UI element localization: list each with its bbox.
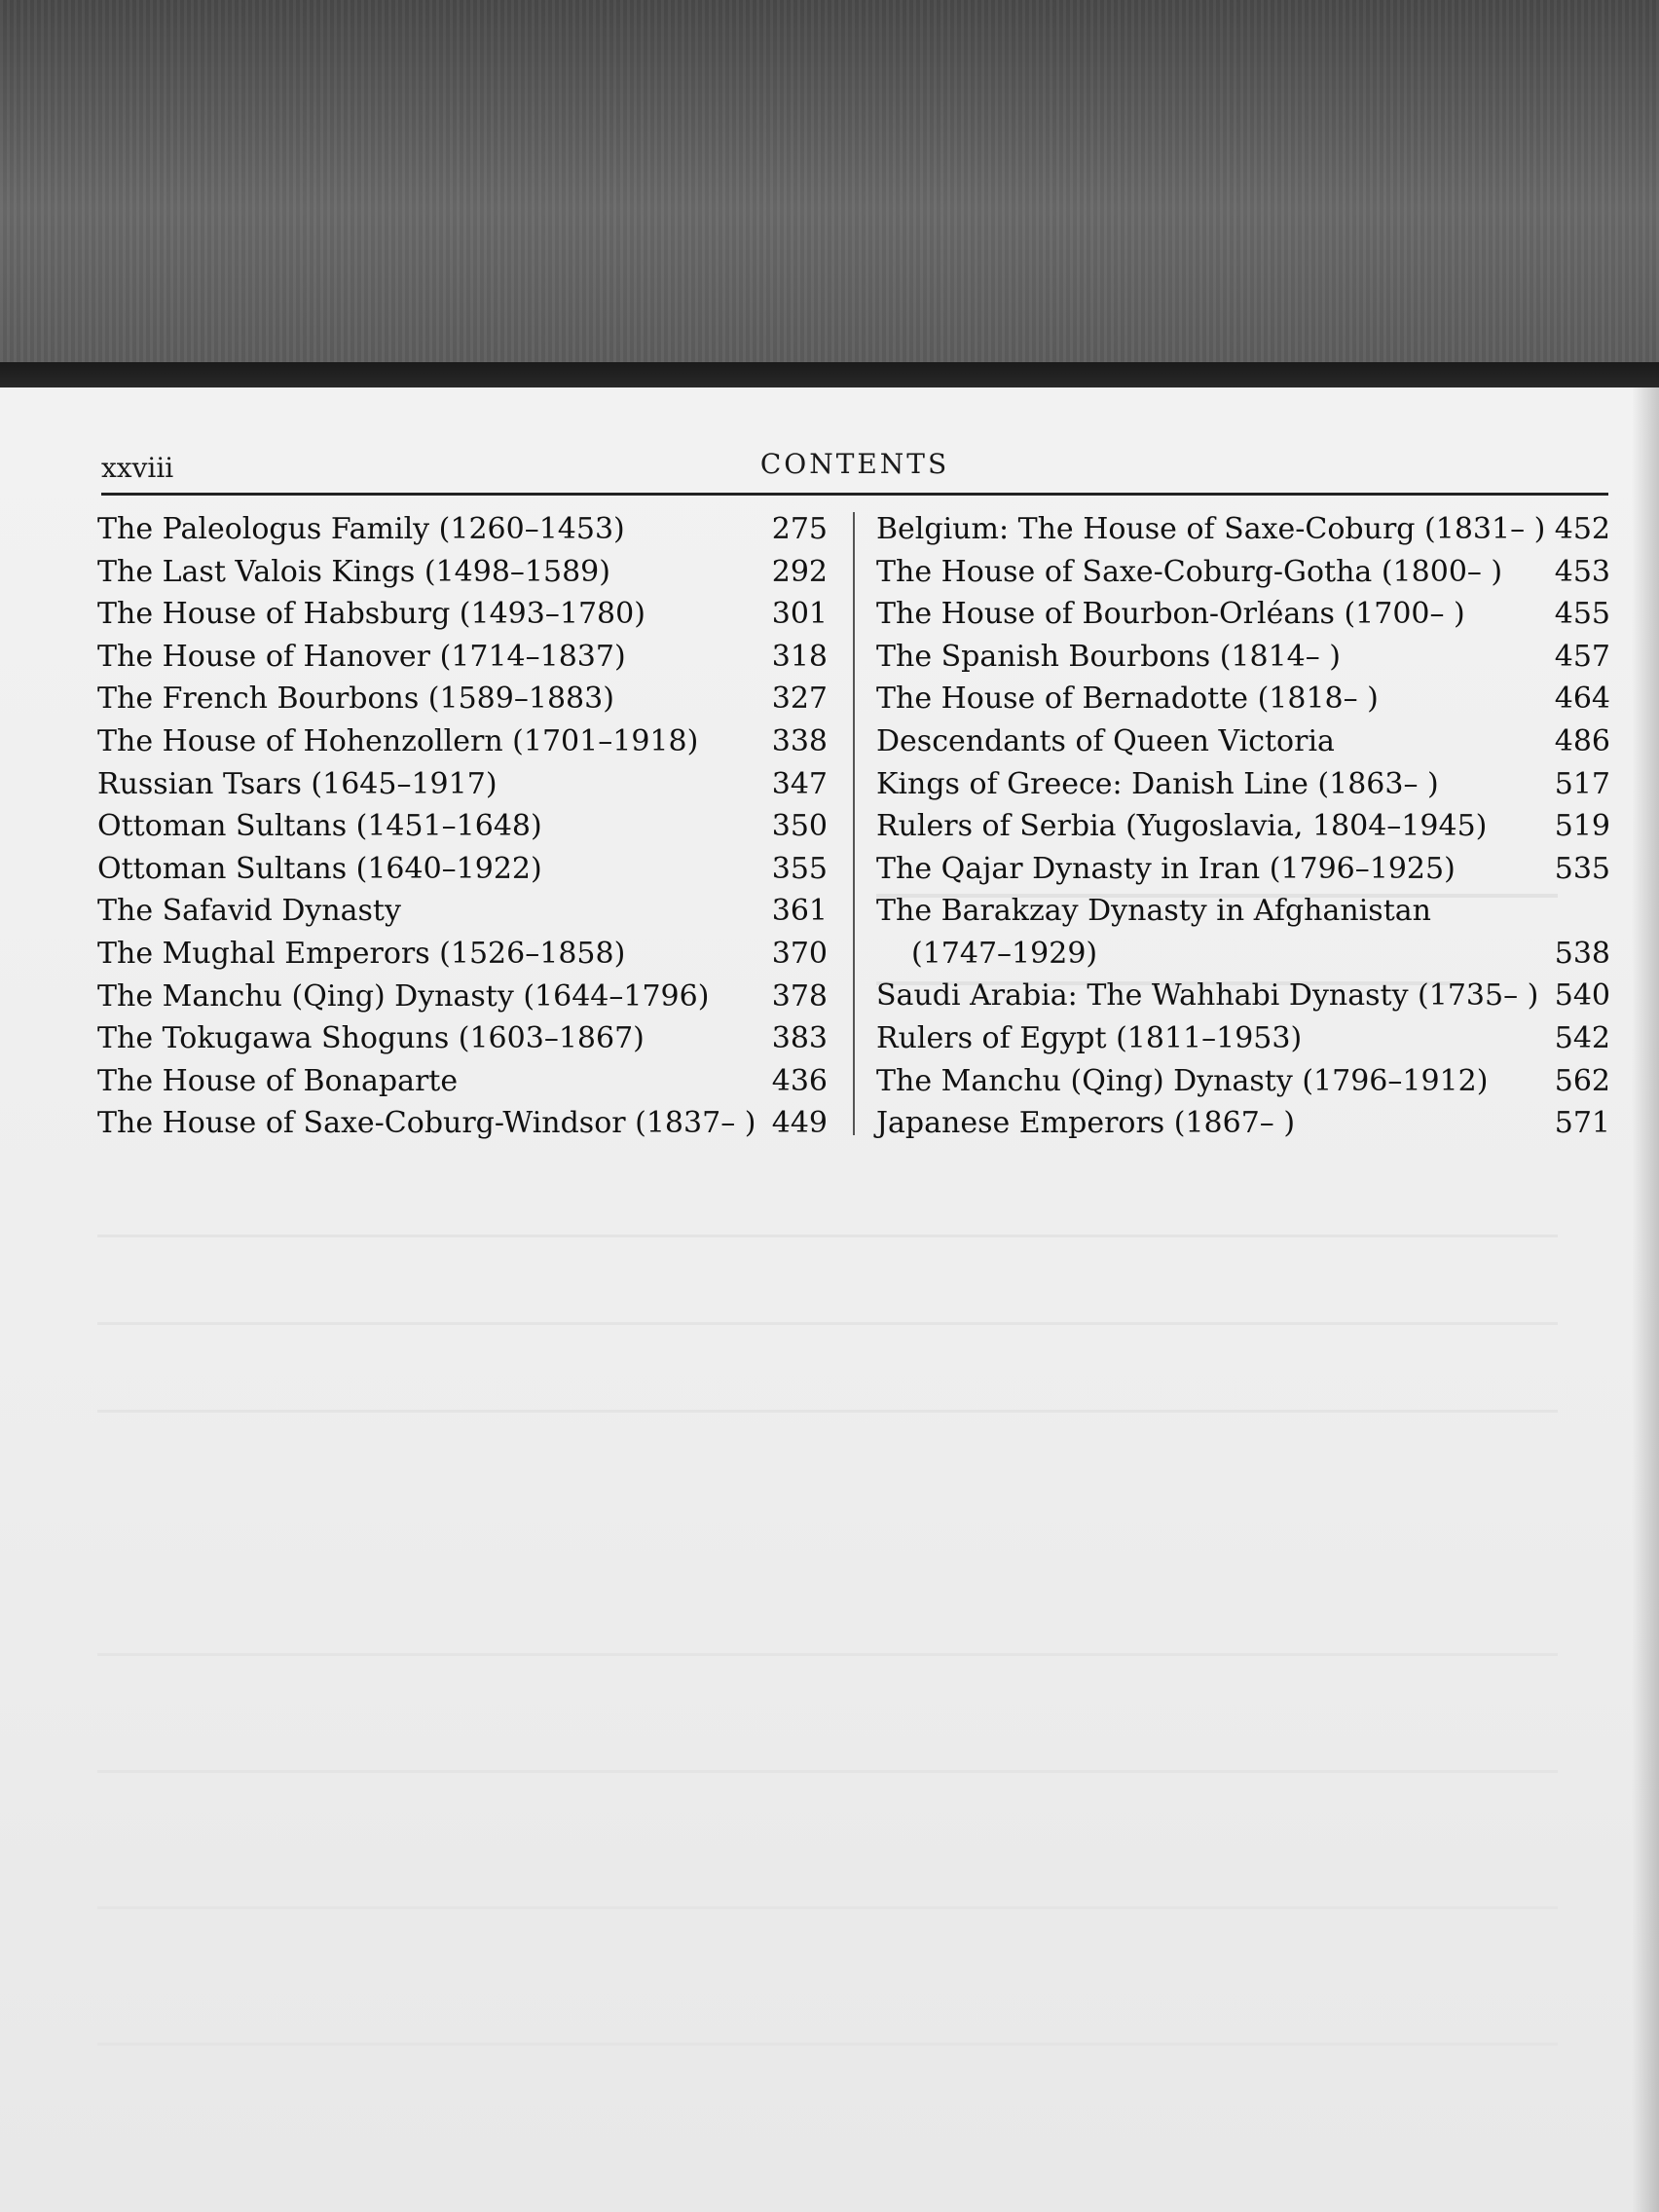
toc-entry: [876, 763, 1610, 806]
toc-entry-title: The House of Saxe-Coburg-Windsor (1837– ): [97, 1106, 756, 1141]
toc-entry-page: 361: [771, 894, 828, 929]
toc-entry-title: Ottoman Sultans (1640–1922): [97, 851, 542, 886]
toc-entry-title: Rulers of Egypt (1811–1953): [876, 1020, 1303, 1055]
running-head: CONTENTS: [759, 448, 950, 480]
toc-entry-title: The Spanish Bourbons (1814– ): [876, 639, 1342, 674]
toc-entry: [97, 593, 828, 636]
toc-entry: [876, 805, 1610, 848]
toc-entry-title: The Qajar Dynasty in Iran (1796–1925): [876, 851, 1456, 886]
toc-entry: [876, 593, 1610, 636]
book-cover-edge: [0, 362, 1659, 389]
page-header: [101, 446, 1608, 491]
toc-entry: [876, 975, 1610, 1017]
toc-entry-page: 378: [771, 978, 828, 1014]
toc-entry-title: Kings of Greece: Danish Line (1863– ): [876, 766, 1439, 801]
toc-entry: [876, 1102, 1610, 1145]
toc-entry: [97, 508, 828, 551]
background-surface: [0, 0, 1659, 380]
page-number: xxviii: [101, 452, 174, 484]
toc-entry: [876, 720, 1610, 763]
toc-entry: [97, 976, 828, 1018]
toc-entry-title: The Manchu (Qing) Dynasty (1796–1912): [876, 1063, 1489, 1098]
toc-entry: [97, 636, 828, 679]
toc-entry-page: 338: [771, 723, 828, 758]
toc-entry-page: 436: [771, 1063, 828, 1098]
toc-entry-title: The Mughal Emperors (1526–1858): [97, 936, 626, 971]
toc-entry-page: 455: [1554, 597, 1610, 632]
toc-entry-title: The House of Bourbon-Orléans (1700– ): [876, 597, 1465, 632]
toc-entry-page: 370: [771, 936, 828, 971]
toc-entry-title: The Safavid Dynasty: [97, 894, 401, 929]
toc-entry-title-continued: (1747–1929): [911, 936, 1098, 971]
toc-entry-title: The House of Habsburg (1493–1780): [97, 597, 645, 632]
toc-entry-title: Belgium: The House of Saxe-Coburg (1831– ): [876, 512, 1546, 546]
toc-entry-page: 453: [1554, 554, 1610, 589]
toc-entry-page: 517: [1554, 766, 1610, 801]
toc-entry-page: 449: [771, 1106, 828, 1141]
toc-entry-title: The House of Bernadotte (1818– ): [876, 682, 1379, 717]
toc-entry-title: The Barakzay Dynasty in Afghanistan: [876, 894, 1431, 929]
toc-entry-title: The Manchu (Qing) Dynasty (1644–1796): [97, 978, 710, 1014]
toc-entry: [97, 678, 828, 720]
toc-entry-page: 292: [771, 554, 828, 589]
header-rule: [101, 493, 1608, 496]
toc-entry-title: The Last Valois Kings (1498–1589): [97, 554, 610, 589]
toc-entry: [97, 1017, 828, 1060]
toc-entry-title: The House of Hanover (1714–1837): [97, 639, 626, 674]
toc-entry: [876, 1017, 1610, 1060]
toc-entry: [97, 890, 828, 933]
toc-entry: [876, 678, 1610, 720]
toc-entry-title: Saudi Arabia: The Wahhabi Dynasty (1735– ): [876, 978, 1539, 1014]
toc-entry: [97, 763, 828, 806]
toc-entry-page: 571: [1554, 1106, 1610, 1141]
toc-entry-title: Ottoman Sultans (1451–1648): [97, 809, 542, 844]
book-page: [0, 387, 1659, 2212]
toc-entry-title: The French Bourbons (1589–1883): [97, 682, 614, 717]
toc-entry-page: 486: [1554, 723, 1610, 758]
toc-entry: [876, 890, 1610, 975]
toc-entry: [876, 508, 1610, 551]
toc-entry: [97, 1102, 828, 1145]
toc-entry-title: Japanese Emperors (1867– ): [876, 1106, 1296, 1141]
toc-entry: [97, 848, 828, 891]
toc-entry-page: 562: [1554, 1063, 1610, 1098]
toc-entry-title: Descendants of Queen Victoria: [876, 723, 1335, 758]
toc-entry-page: 355: [771, 851, 828, 886]
toc-entry: [97, 933, 828, 976]
toc-left-column: [97, 508, 828, 1145]
toc-entry-title: Rulers of Serbia (Yugoslavia, 1804–1945): [876, 809, 1488, 844]
toc-entry-page: 464: [1554, 682, 1610, 717]
toc-entry-page: 301: [771, 597, 828, 632]
toc-entry-page: 318: [771, 639, 828, 674]
toc-entry-title: The Paleologus Family (1260–1453): [97, 512, 625, 546]
toc-entry-page: 350: [771, 809, 828, 844]
toc-entry: [97, 720, 828, 763]
toc-entry-page: 457: [1554, 639, 1610, 674]
toc-entry: [876, 636, 1610, 679]
toc-entry-title: The House of Hohenzollern (1701–1918): [97, 723, 699, 758]
toc-entry-page: 452: [1554, 512, 1610, 546]
toc-entry-page: 535: [1554, 851, 1610, 886]
toc-entry-title: The House of Bonaparte: [97, 1063, 459, 1098]
toc-right-column: [876, 508, 1610, 1145]
toc-entry-page: 538: [1554, 936, 1610, 971]
toc-entry: [876, 551, 1610, 594]
toc-entry-page: 275: [771, 512, 828, 546]
column-divider: [853, 512, 855, 1135]
toc-entry-page: 327: [771, 682, 828, 717]
toc-entry-title: Russian Tsars (1645–1917): [97, 766, 498, 801]
toc-entry-page: 542: [1554, 1020, 1610, 1055]
toc-entry: [97, 1060, 828, 1103]
toc-entry-page: 519: [1554, 809, 1610, 844]
toc-entry: [876, 1060, 1610, 1103]
toc-entry-page: 540: [1554, 978, 1610, 1014]
toc-entry-title: The House of Saxe-Coburg-Gotha (1800– ): [876, 554, 1503, 589]
page-curl-shadow: [1632, 387, 1659, 2212]
toc-entry: [876, 848, 1610, 891]
toc-entry-page: 383: [771, 1021, 828, 1056]
toc-entry-page: 347: [771, 766, 828, 801]
toc-entry: [97, 805, 828, 848]
toc-entry: [97, 551, 828, 594]
toc-entry-title: The Tokugawa Shoguns (1603–1867): [97, 1021, 645, 1056]
